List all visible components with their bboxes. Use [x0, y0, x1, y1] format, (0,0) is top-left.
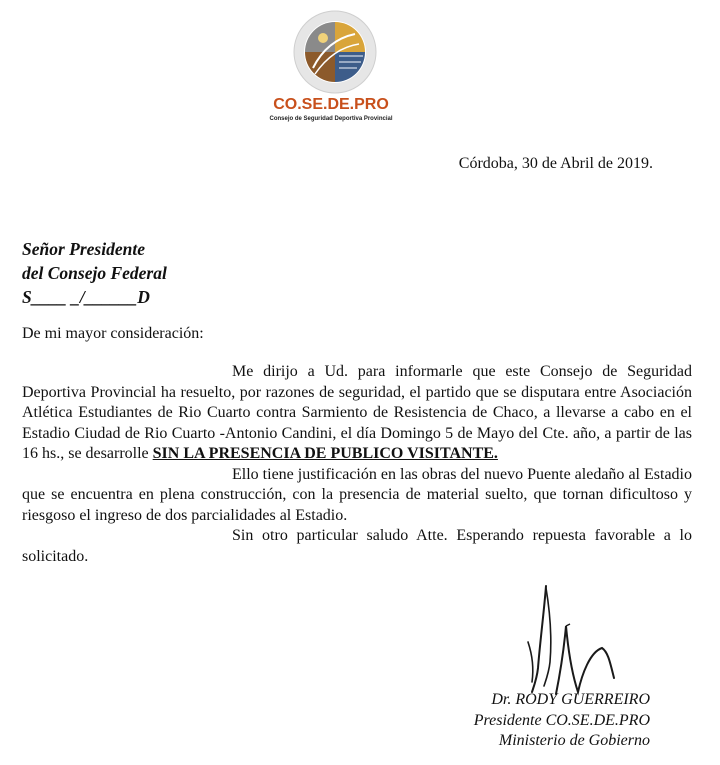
letterhead	[0, 6, 720, 126]
recipient-line-3: S____ _/______D	[22, 287, 150, 307]
signer-name: Dr. RODY GUERREIRO	[491, 691, 650, 708]
greeting: De mi mayor consideración:	[22, 325, 204, 342]
paragraph-1-emphasis: SIN LA PRESENCIA DE PUBLICO VISITANTE.	[152, 445, 498, 462]
organization-full-name: Consejo de Seguridad Deportiva Provincial	[269, 116, 393, 122]
signer-block	[474, 690, 650, 752]
recipient-line-1: Señor Presidente	[22, 239, 145, 259]
organization-name: CO.SE.DE.PRO	[273, 96, 389, 113]
paragraph-2: Ello tiene justificación en las obras del nuevo Puente aledaño al Estadio que se encuentra en plena construcción, con la presencia de material suelto, que tornan dificultoso y riesgoso el ingreso de dos parcialidades al Estadio.	[22, 465, 692, 524]
paragraph-1	[22, 362, 692, 465]
paragraph-1-text: Me dirijo a Ud. para informarle que este Consejo de Seguridad Deportiva Provincial ha resuelto, por razones de seguridad, el partido que se disputara entre Asociación Atlética Estudiantes de Rio Cuarto contra Sarmiento de Resistencia de Chaco, a llevarse a cabo en el Estadio Ciudad de Rio Cuarto -Antonio Candini, el día Domingo 5 de Mayo del Cte. año, a partir de las 16 hs., se desarrolle	[22, 363, 692, 462]
recipient-block	[22, 237, 167, 309]
paragraph-3: Sin otro particular saludo Atte. Esperando repuesta favorable a lo solicitado.	[22, 527, 692, 565]
recipient-line-2: del Consejo Federal	[22, 263, 167, 283]
handwritten-signature	[510, 582, 620, 700]
cosedepro-logo	[293, 10, 377, 94]
signer-title: Presidente CO.SE.DE.PRO	[473, 711, 650, 729]
letter-body	[22, 362, 692, 567]
signer-ministry: Ministerio de Gobierno	[498, 732, 650, 749]
date-line: Córdoba, 30 de Abril de 2019.	[458, 155, 653, 172]
